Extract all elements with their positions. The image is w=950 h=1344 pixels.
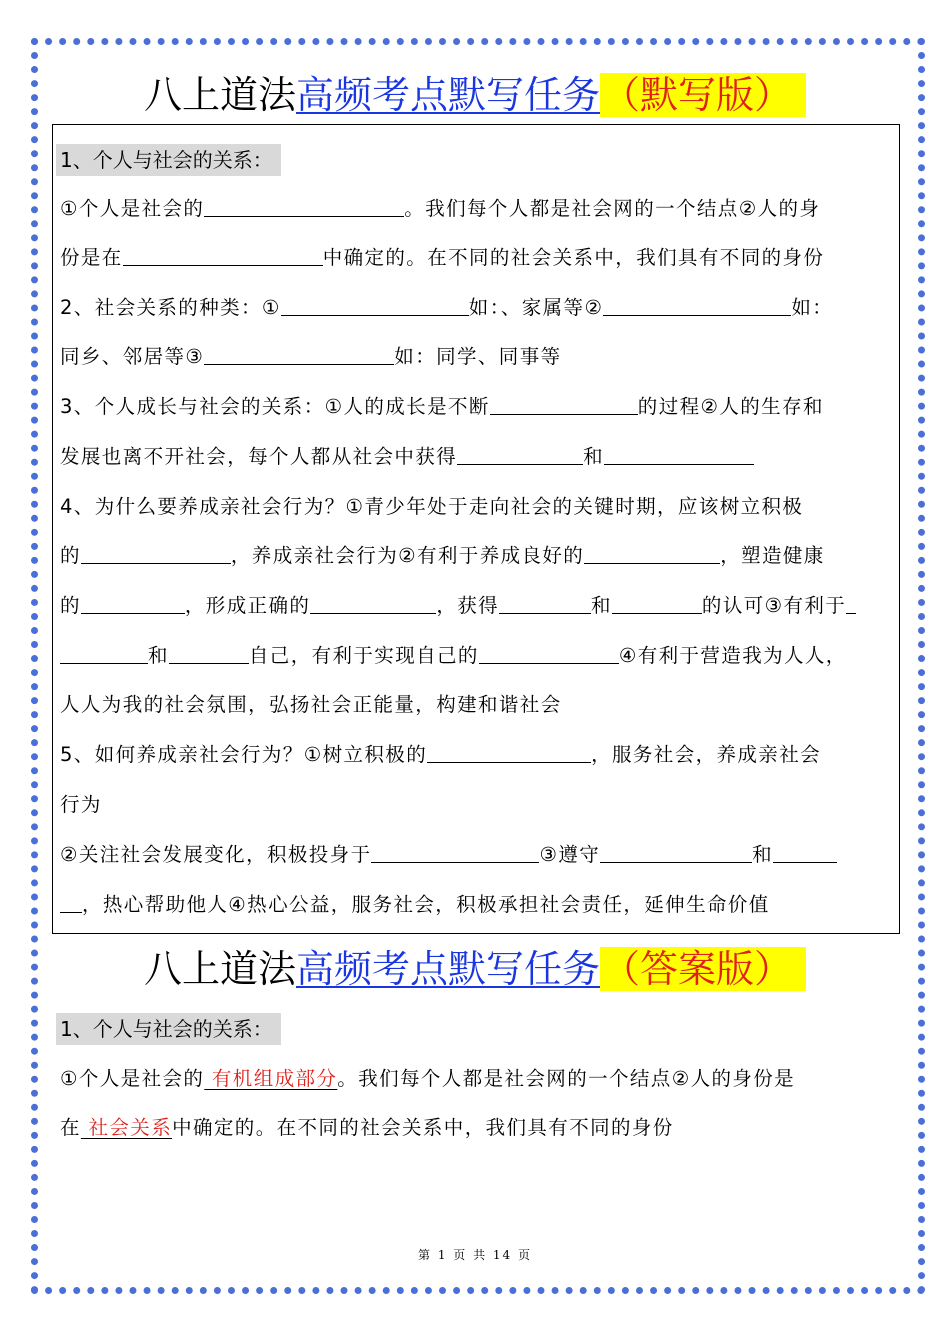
page-number: 第 1 页 共 14 页 xyxy=(418,1248,532,1262)
question-line: 的 ，形成正确的 ，获得 和 的认可③有利于 xyxy=(60,591,856,621)
question-line: 份是在 中确定的。在不同的社会关系中，我们具有不同的身份 xyxy=(60,246,825,269)
answer-text: 社会关系 xyxy=(80,1116,173,1139)
section-heading: 1、个人与社会的关系： xyxy=(56,144,281,176)
section-heading: 1、个人与社会的关系： xyxy=(56,1013,281,1045)
answer-text: 有机组成部分 xyxy=(204,1067,338,1090)
question-line: 发展也离不开社会，每个人都从社会中获得 和 xyxy=(60,442,754,472)
question-line: 2、社会关系的种类：① 如：、家属等② 如： xyxy=(60,296,834,319)
question-line: 5、如何养成亲社会行为？①树立积极的 ，服务社会，养成亲社会 xyxy=(60,743,821,766)
question-line: 和 自己，有利于实现自己的 ④有利于营造我为人人， xyxy=(60,641,847,671)
title-fill-in-version: 八上道法高频考点默写任务（默写版） xyxy=(0,70,950,120)
question-line: 同乡、邻居等③ 如：同学、同事等 xyxy=(60,345,562,368)
question-line: 3、个人成长与社会的关系：①人的成长是不断 的过程②人的生存和 xyxy=(60,395,824,418)
answer-line: ①个人是社会的 有机组成部分。我们每个人都是社会网的一个结点②人的身份是 xyxy=(60,1067,796,1090)
question-line: 的 ，养成亲社会行为②有利于养成良好的 ，塑造健康 xyxy=(60,544,825,567)
question-line: 4、为什么要养成亲社会行为？①青少年处于走向社会的关键时期，应该树立积极 xyxy=(60,495,804,518)
title-answer-version: 八上道法高频考点默写任务（答案版） xyxy=(0,944,950,994)
question-line: 人人为我的社会氛围，弘扬社会正能量，构建和谐社会 xyxy=(60,693,562,716)
answer-line: 在 社会关系中确定的。在不同的社会关系中，我们具有不同的身份 xyxy=(60,1116,674,1139)
question-line: ，热心帮助他人④热心公益，服务社会，积极承担社会责任，延伸生命价值 xyxy=(60,890,770,920)
question-line: 行为 xyxy=(60,793,102,816)
question-line: ②关注社会发展变化，积极投身于 ③遵守 和 xyxy=(60,840,837,870)
question-line: ①个人是社会的 。我们每个人都是社会网的一个结点②人的身 xyxy=(60,197,821,220)
